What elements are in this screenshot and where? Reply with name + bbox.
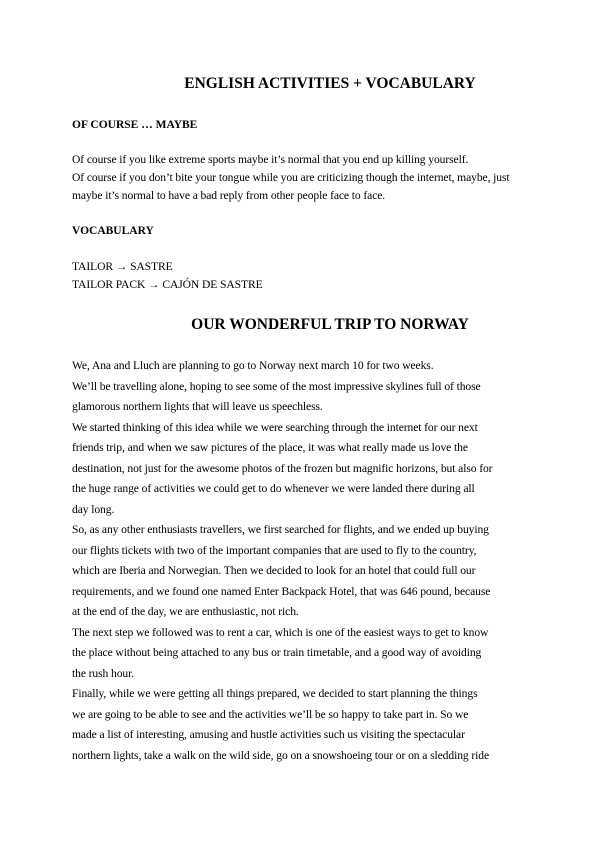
story-line: which are Iberia and Norwegian. Then we decided to look for an hotel that could full our xyxy=(72,564,476,577)
story-title: OUR WONDERFUL TRIP TO NORWAY xyxy=(191,316,469,333)
story-line: our flights tickets with two of the important companies that are used to fly to the country, xyxy=(72,543,477,557)
story-line: day long. xyxy=(72,502,115,516)
paragraph-line: Of course if you like extreme sports maybe it’s normal that you end up killing yourself. xyxy=(72,153,469,166)
story-line: the place without being attached to any bus or train timetable, and a good way of avoiding xyxy=(72,646,482,659)
story-line: at the end of the day, we are enthusiastic, not rich. xyxy=(72,605,299,618)
section-heading-vocabulary: VOCABULARY xyxy=(72,225,154,237)
story-line: We’ll be travelling alone, hoping to see some of the most impressive skylines full of those xyxy=(72,379,481,393)
story-line: northern lights, take a walk on the wild side, go on a snowshoeing tour or on a sledding ride xyxy=(72,748,490,762)
section-heading-of-course: OF COURSE … MAYBE xyxy=(72,119,198,131)
story-line: Finally, while we were getting all things prepared, we decided to start planning the things xyxy=(72,687,478,700)
paragraph-line: Of course if you don’t bite your tongue while you are criticizing though the internet, maybe, just xyxy=(72,171,510,184)
story-line: We started thinking of this idea while we were searching through the internet for our next xyxy=(72,420,478,434)
story-line: The next step we followed was to rent a car, which is one of the easiest ways to get to know xyxy=(72,625,489,639)
story-line: destination, not just for the awesome photos of the frozen but magnific horizons, but also for xyxy=(72,461,493,475)
story-line: the rush hour. xyxy=(72,666,135,680)
paragraph-line: maybe it’s normal to have a bad reply from other people face to face. xyxy=(72,189,386,202)
story-line: glamorous northern lights that will leave us speechless. xyxy=(72,400,323,413)
story-line: friends trip, and when we saw pictures of the place, it was what really made us love the xyxy=(72,441,468,454)
story-line: the huge range of activities we could get to do whenever we were landed there during all xyxy=(72,482,475,495)
story-line: requirements, and we found one named Enter Backpack Hotel, that was 646 pound, because xyxy=(72,584,491,598)
story-line: We, Ana and Lluch are planning to go to Norway next march 10 for two weeks. xyxy=(72,359,434,372)
document-title: ENGLISH ACTIVITIES + VOCABULARY xyxy=(184,75,476,92)
story-line: So, as any other enthusiasts travellers, we first searched for flights, and we ended up buying xyxy=(72,523,489,536)
story-line: we are going to be able to see and the activities we’ll be so happy to take part in. So we xyxy=(72,707,469,721)
vocabulary-item: TAILOR → SASTRE xyxy=(72,260,173,273)
story-body xyxy=(72,356,562,766)
story-line: made a list of interesting, amusing and hustle activities such us visiting the spectacular xyxy=(72,728,465,741)
vocabulary-item: TAILOR PACK → CAJÓN DE SASTRE xyxy=(72,278,263,291)
